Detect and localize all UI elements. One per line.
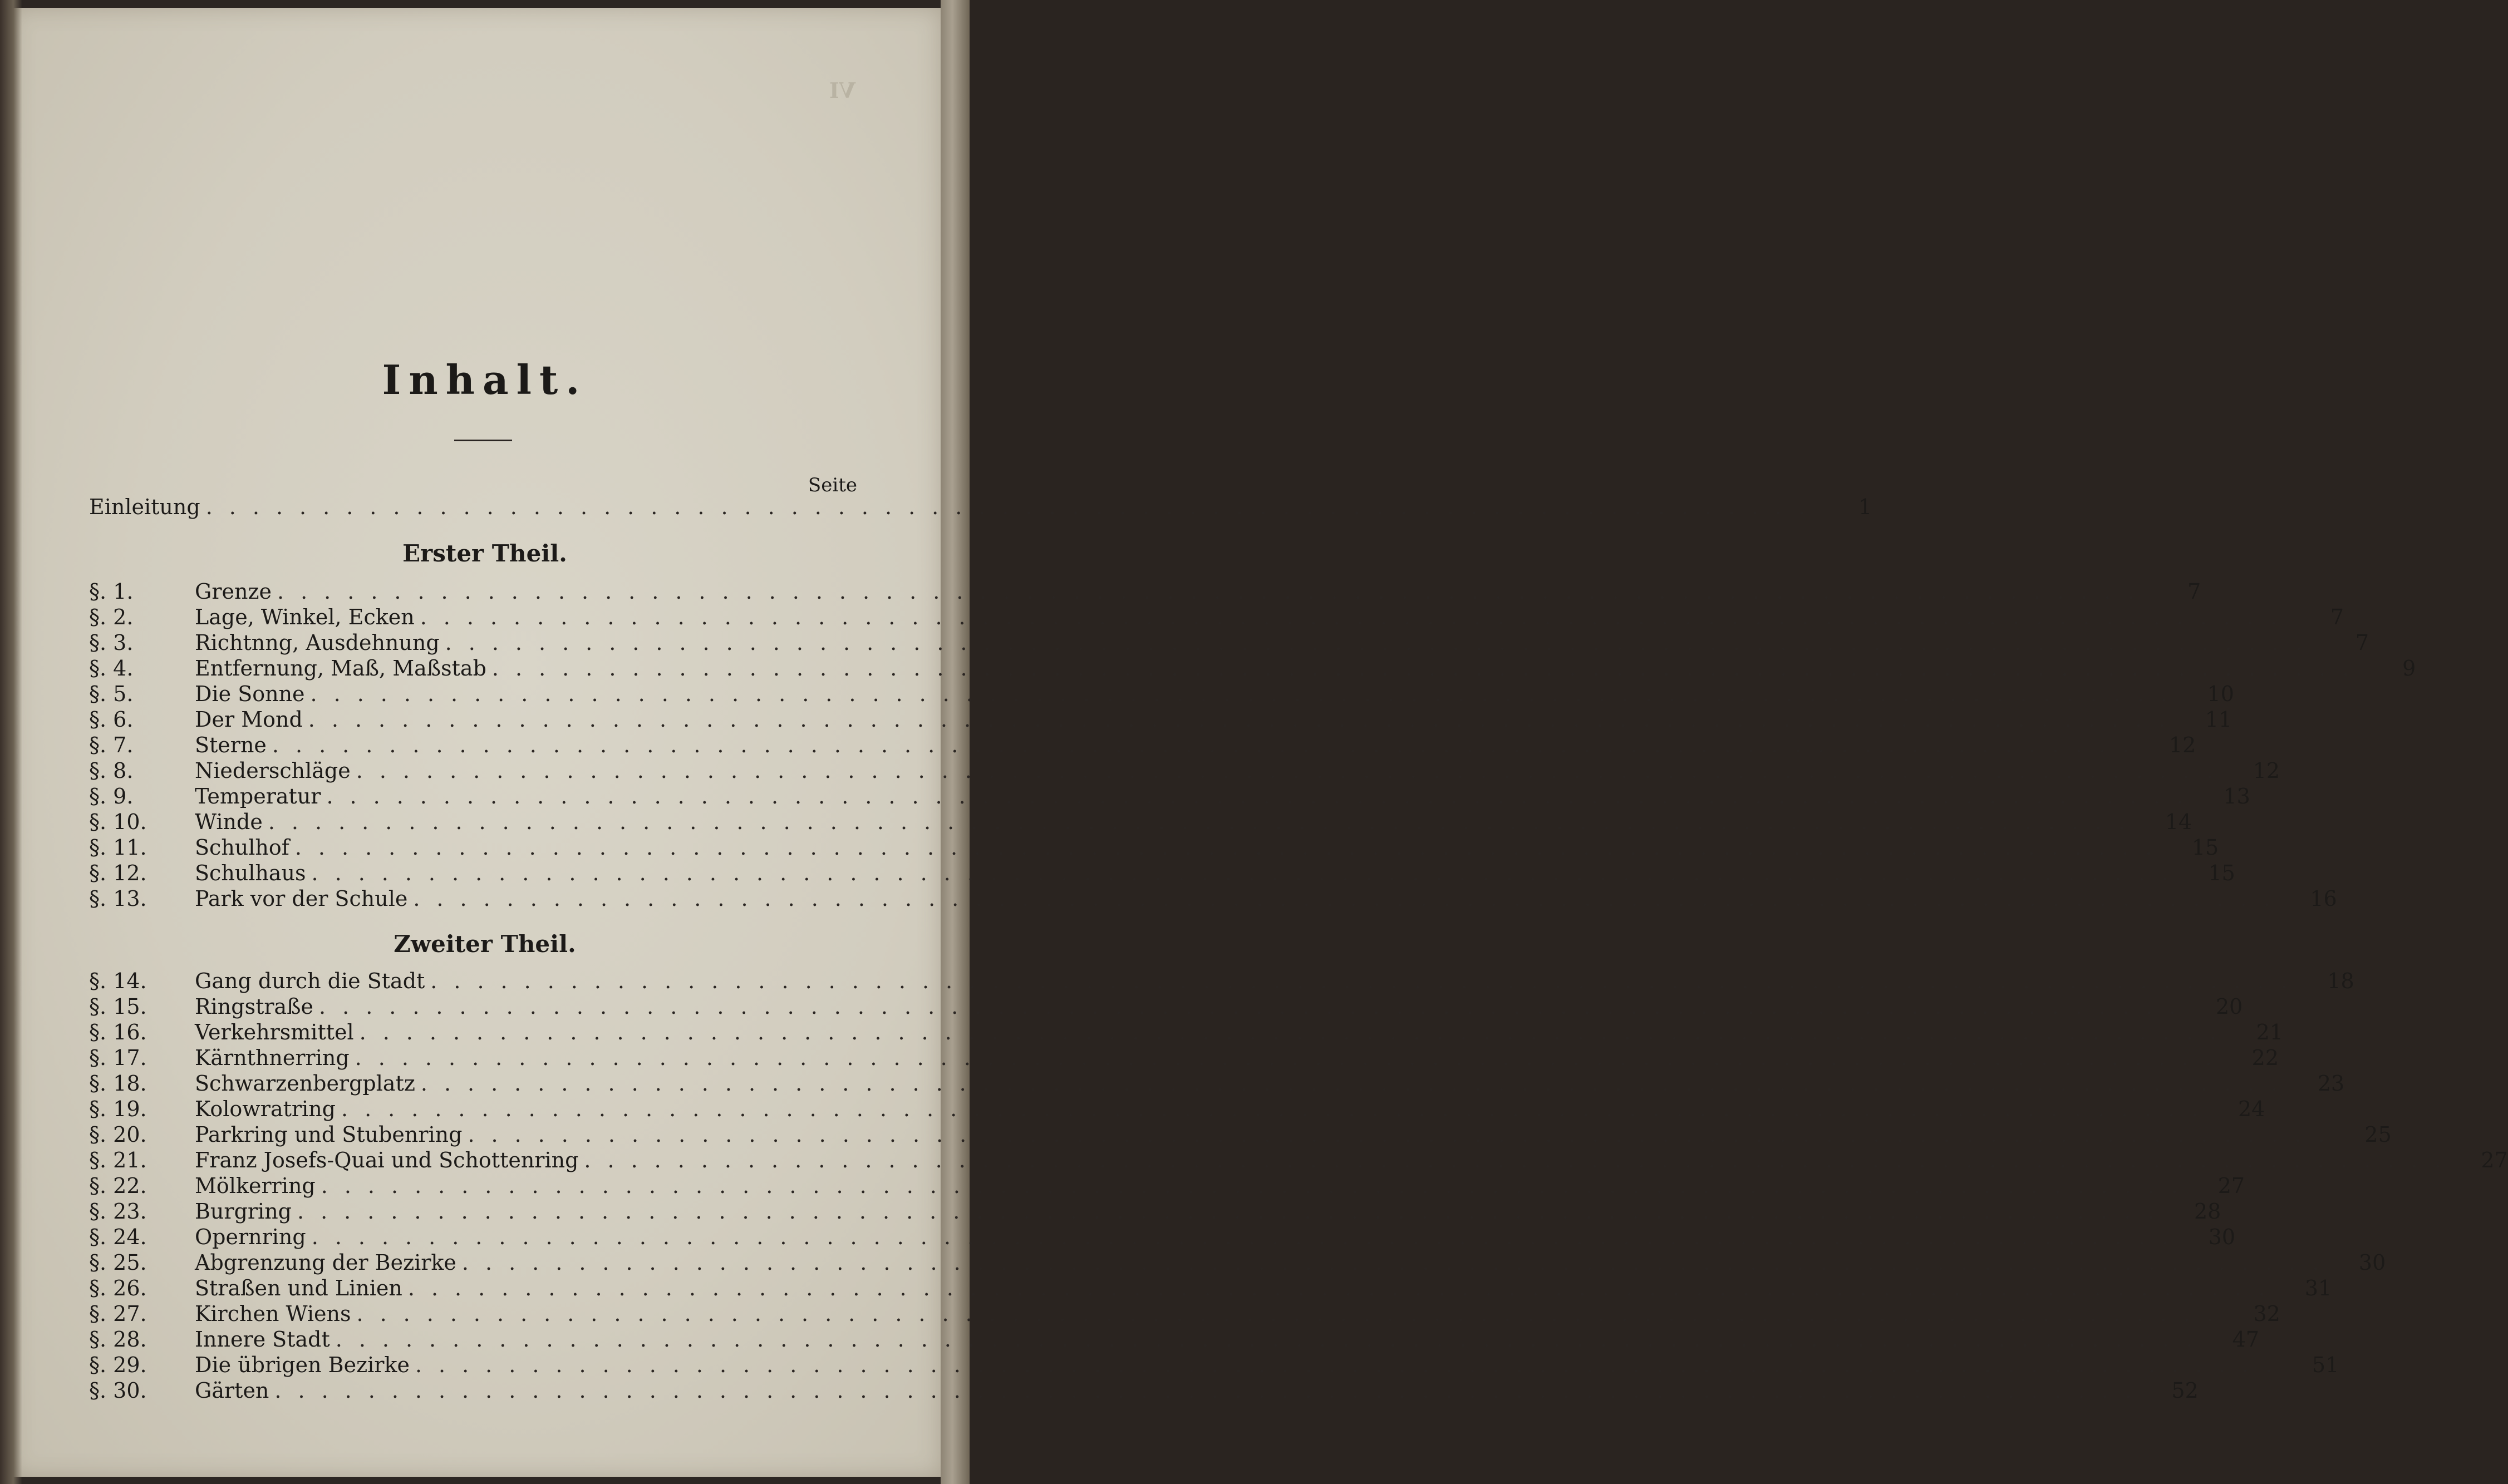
toc-entry-title: Schwarzenbergplatz [195, 1071, 415, 1096]
toc-entry-page: 47 [2232, 1327, 2260, 1352]
toc-entry-title: Richtnng, Ausdehnung [195, 630, 440, 655]
section-number: §. 13. [89, 886, 147, 911]
section-number: §. 30. [89, 1378, 147, 1403]
toc-entry-page: 32 [2253, 1301, 2280, 1326]
section-number: §. 6. [89, 707, 134, 732]
toc-entry [89, 1199, 2221, 1224]
section-number: §. 18. [89, 1071, 147, 1096]
toc-entry-title: Kärnthnerring [195, 1046, 350, 1070]
leader-dots: ................................................................................ [311, 1225, 2186, 1249]
toc-entry-title: Sterne [195, 733, 267, 757]
toc-entry-page: 30 [2208, 1225, 2236, 1249]
toc-entry [89, 579, 2201, 604]
toc-entry-title: Niederschläge [195, 758, 351, 783]
toc-entry-page: 12 [2168, 733, 2196, 757]
leader-dots: ................................................................................ [341, 1097, 2215, 1121]
leader-dots: ................................................................................ [356, 1301, 2230, 1326]
section-number: §. 29. [89, 1353, 147, 1377]
toc-entry-page: 21 [2256, 1020, 2283, 1044]
toc-entry [89, 1122, 2392, 1147]
toc-entry [89, 1019, 2283, 1045]
leader-dots: ................................................................................ [461, 1250, 2336, 1275]
toc-entry-title: Mölkerring [195, 1174, 316, 1198]
toc-entry-title: Schulhof [195, 835, 289, 860]
section-number: §. 28. [89, 1327, 147, 1352]
toc-entry-page: 27 [2481, 1148, 2508, 1172]
section-number: §. 5. [89, 682, 134, 706]
section-number: §. 14. [89, 969, 147, 993]
leader-dots: ................................................................................ [430, 969, 2304, 993]
toc-entry-page: 20 [2216, 994, 2243, 1019]
toc-entry-page: 7 [2355, 630, 2369, 655]
leader-dots: ................................................................................ [277, 579, 2151, 604]
toc-entry [89, 1352, 2339, 1378]
toc-entry-page: 28 [2194, 1199, 2221, 1224]
toc-entry-intro [89, 494, 1872, 520]
leader-dots: ................................................................................ [335, 1327, 2210, 1352]
toc-entry [89, 783, 2250, 809]
toc-entry-title: Kirchen Wiens [195, 1301, 351, 1326]
toc-entry-title: Opernring [195, 1225, 306, 1249]
toc-entry-title: Franz Josefs-Quai und Schottenring [195, 1148, 579, 1172]
toc-entry [89, 809, 2192, 835]
toc-entry-title: Gärten [195, 1378, 269, 1403]
toc-entry-page: 25 [2364, 1122, 2392, 1147]
section-number: §. 3. [89, 630, 134, 655]
leader-dots: ................................................................................ [413, 886, 2287, 911]
toc-entry [89, 681, 2234, 707]
toc-entry [89, 1301, 2280, 1327]
section-number: §. 16. [89, 1020, 147, 1044]
toc-entry-title: Verkehrsmittel [195, 1020, 354, 1044]
title-rule [454, 440, 512, 441]
toc-entry-page: 14 [2165, 810, 2192, 834]
toc-entry-title: Innere Stadt [195, 1327, 330, 1352]
toc-entry-title: Grenze [195, 579, 272, 604]
leader-dots: ................................................................................ [420, 605, 2294, 629]
toc-entry-title: Einleitung [89, 495, 200, 519]
section-number: §. 26. [89, 1276, 147, 1300]
part1-heading: Erster Theil. [402, 540, 567, 567]
toc-entry-page: 9 [2402, 656, 2416, 681]
toc-entry-title: Abgrenzung der Bezirke [195, 1250, 456, 1275]
section-number: §. 15. [89, 994, 147, 1019]
leader-dots: ................................................................................ [310, 682, 2184, 706]
toc-entry [89, 968, 2354, 994]
section-number: §. 17. [89, 1046, 147, 1070]
leader-dots: ................................................................................ [491, 656, 2366, 681]
toc-entry-title: Parkring und Stubenring [195, 1122, 463, 1147]
toc-entry-title: Die Sonne [195, 682, 305, 706]
toc-entry-title: Gang durch die Stadt [195, 969, 425, 993]
toc-entry [89, 604, 2344, 630]
toc-entry [89, 1147, 2508, 1173]
toc-entry-page: 15 [2191, 835, 2219, 860]
section-number: §. 25. [89, 1250, 147, 1275]
leader-dots: ................................................................................ [308, 707, 2182, 732]
toc-entry-page: 16 [2310, 886, 2337, 911]
toc-entry-title: Ringstraße [195, 994, 314, 1019]
toc-entry [89, 1327, 2260, 1352]
leader-dots: ................................................................................ [272, 733, 2146, 757]
toc-entry-page: 24 [2237, 1097, 2265, 1121]
toc-entry-page: 22 [2251, 1046, 2279, 1070]
toc-entry [89, 1250, 2386, 1275]
toc-entry [89, 860, 2235, 886]
toc-entry-title: Der Mond [195, 707, 303, 732]
toc-entry-title: Kolowratring [195, 1097, 336, 1121]
toc-entry-page: 7 [2187, 579, 2201, 604]
leader-dots: ................................................................................ [445, 630, 2319, 655]
toc-entry [89, 630, 2369, 655]
page-column-label: Seite [808, 474, 857, 496]
section-number: §. 19. [89, 1097, 147, 1121]
section-number: §. 10. [89, 810, 147, 834]
section-number: §. 27. [89, 1301, 147, 1326]
toc-entry [89, 886, 2337, 911]
toc-entry-title: Burgring [195, 1199, 292, 1224]
toc-entry-title: Park vor der Schule [195, 886, 408, 911]
running-head-showthrough: VI [829, 78, 856, 103]
leader-dots: ................................................................................ [268, 810, 2142, 834]
section-number: §. 20. [89, 1122, 147, 1147]
leader-dots: ................................................................................ [420, 1071, 2295, 1096]
toc-entry-page: 15 [2208, 861, 2235, 885]
toc-entry-page: 10 [2207, 682, 2234, 706]
leader-dots: ................................................................................ [584, 1148, 2458, 1172]
toc-entry-page: 31 [2304, 1276, 2332, 1300]
toc-entry-page: 13 [2223, 784, 2250, 808]
section-number: §. 4. [89, 656, 134, 681]
section-number: §. 1. [89, 579, 134, 604]
leader-dots: ................................................................................ [311, 861, 2185, 885]
section-number: §. 7. [89, 733, 134, 757]
toc-entry [89, 1045, 2279, 1071]
leader-dots: ................................................................................ [356, 758, 2230, 783]
toc-entry [89, 655, 2416, 681]
leader-dots: ................................................................................ [326, 784, 2200, 808]
toc-entry-title: Straßen und Linien [195, 1276, 402, 1300]
toc-entry [89, 707, 2232, 732]
leader-dots: ..................................................................... [205, 495, 1822, 519]
section-number: §. 21. [89, 1148, 147, 1172]
toc-entry [89, 1096, 2265, 1122]
toc-entry-page: 51 [2312, 1353, 2339, 1377]
toc-entry [89, 732, 2196, 758]
toc-entry-page: 27 [2217, 1174, 2245, 1198]
section-number: §. 8. [89, 758, 134, 783]
toc-entry-page: 18 [2327, 969, 2354, 993]
leader-dots: ................................................................................ [468, 1122, 2342, 1147]
binding-edge [0, 0, 22, 1484]
toc-entry-title: Schulhaus [195, 861, 306, 885]
toc-entry-page: 7 [2330, 605, 2344, 629]
toc-entry [89, 1378, 2199, 1403]
toc-entry-title: Entfernung, Maß, Maßstab [195, 656, 486, 681]
leader-dots: ................................................................................ [355, 1046, 2229, 1070]
toc-entry-page: 52 [2171, 1378, 2199, 1403]
toc-entry-title: Winde [195, 810, 263, 834]
leader-dots: ................................................................................ [415, 1353, 2289, 1377]
section-number: §. 9. [89, 784, 134, 808]
leader-dots: ................................................................................ [294, 835, 2169, 860]
leader-dots: ................................................................................ [319, 994, 2193, 1019]
toc-entry-title: Temperatur [195, 784, 321, 808]
toc-entry-page: 30 [2358, 1250, 2386, 1275]
leader-dots: ................................................................................ [359, 1020, 2233, 1044]
toc-entry [89, 994, 2243, 1019]
toc-entry-title: Die übrigen Bezirke [195, 1353, 410, 1377]
leader-dots: ................................................................................ [321, 1174, 2195, 1198]
toc-entry-title: Lage, Winkel, Ecken [195, 605, 415, 629]
toc-entry-page: 1 [1858, 495, 1872, 519]
part2-heading: Zweiter Theil. [394, 930, 576, 958]
toc-entry-page: 23 [2317, 1071, 2345, 1096]
section-number: §. 24. [89, 1225, 147, 1249]
toc-entry-page: 12 [2253, 758, 2280, 783]
toc-entry [89, 1275, 2332, 1301]
toc-entry [89, 1173, 2245, 1199]
section-number: §. 11. [89, 835, 147, 860]
toc-entry [89, 758, 2280, 783]
toc-entry [89, 1224, 2236, 1250]
toc-entry [89, 835, 2219, 860]
leader-dots: ................................................................................ [407, 1276, 2282, 1300]
page-title: Inhalt. [382, 356, 588, 403]
toc-entry [89, 1071, 2345, 1096]
leader-dots: ................................................................................ [274, 1378, 2148, 1403]
section-number: §. 22. [89, 1174, 147, 1198]
section-number: §. 2. [89, 605, 134, 629]
leader-dots: ................................................................................ [297, 1199, 2171, 1224]
toc-entry-page: 11 [2205, 707, 2232, 732]
section-number: §. 23. [89, 1199, 147, 1224]
section-number: §. 12. [89, 861, 147, 885]
